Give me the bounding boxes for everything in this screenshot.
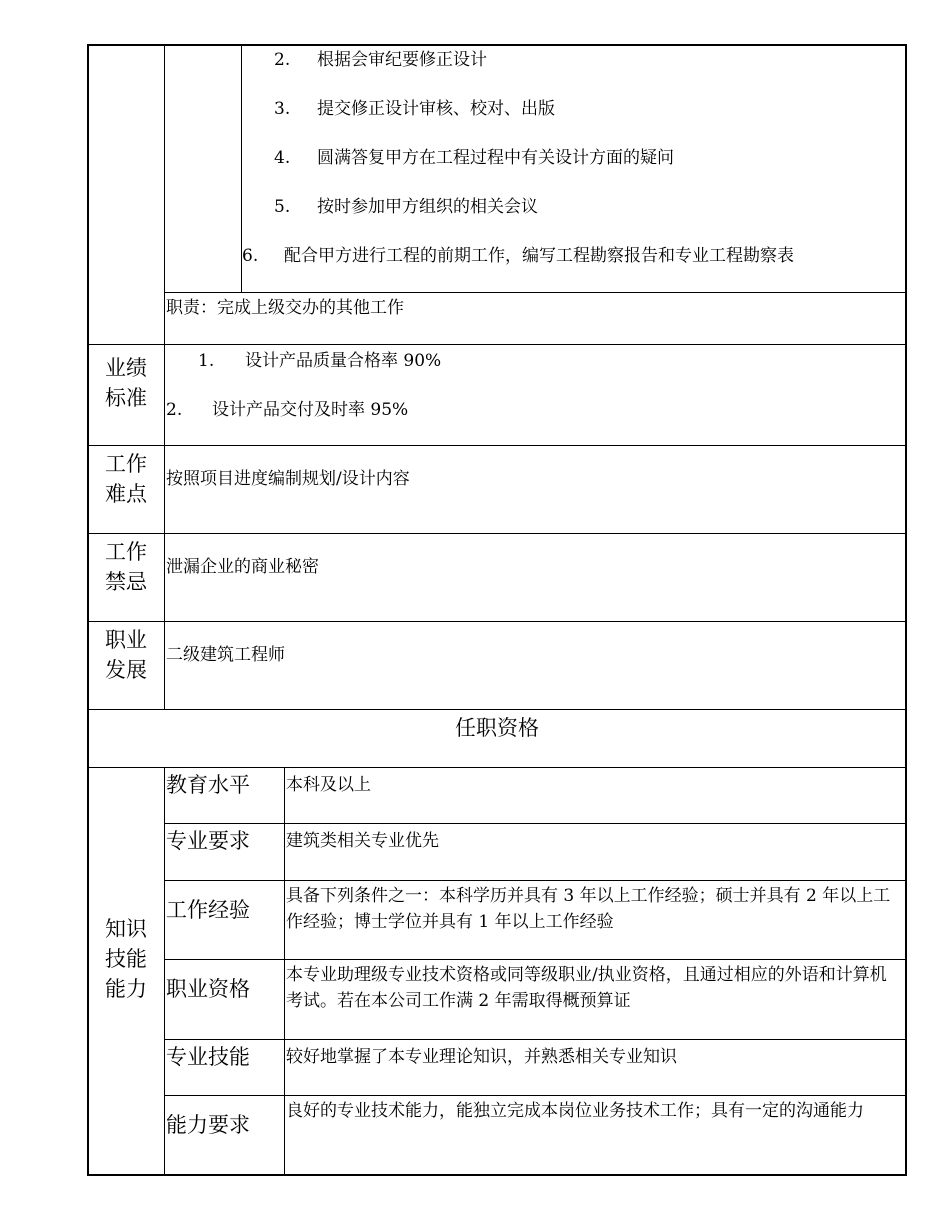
- career-label-line1: 职业: [105, 628, 147, 652]
- list-item-number: 3.: [274, 99, 291, 119]
- knowledge-label-line2: 技能: [105, 947, 147, 971]
- qualification-row-name: 专业要求: [166, 829, 250, 853]
- list-item: 圆满答复甲方在工程过程中有关设计方面的疑问: [317, 148, 674, 168]
- career-label-line2: 发展: [105, 658, 147, 682]
- qualification-row-value: 具备下列条件之一：本科学历并具有 3 年以上工作经验；硕士并具有 2 年以上工作经验；博士学位并具有 1 年以上工作经验: [286, 886, 891, 932]
- difficulty-label-line2: 难点: [105, 482, 147, 506]
- knowledge-label: [88, 914, 164, 1004]
- difficulty-label-line1: 工作: [105, 452, 147, 476]
- knowledge-label-line3: 能力: [105, 977, 147, 1001]
- list-item-number: 6.: [242, 246, 259, 266]
- qualification-row-value: 良好的专业技术能力，能独立完成本岗位业务技术工作；具有一定的沟通能力: [286, 1101, 864, 1121]
- qualification-row-value: 本专业助理级专业技术资格或同等级职业/执业资格，且通过相应的外语和计算机考试。若在本公司工作满 2 年需取得概预算证: [286, 965, 887, 1011]
- difficulty-label: [88, 449, 164, 509]
- difficulty-value: 按照项目进度编制规划/设计内容: [166, 469, 410, 489]
- list-item-number: 2.: [274, 50, 291, 70]
- qualification-row-name: 职业资格: [166, 977, 250, 1001]
- qualification-row-name: 教育水平: [166, 773, 250, 797]
- list-item-number: 4.: [274, 148, 291, 168]
- career-value: 二级建筑工程师: [166, 645, 285, 665]
- performance-item-number: 1.: [198, 351, 215, 371]
- qualification-row-name: 专业技能: [166, 1045, 250, 1069]
- qualification-row-value: 建筑类相关专业优先: [286, 831, 439, 851]
- performance-item: 设计产品质量合格率 90%: [245, 351, 442, 371]
- career-label: [88, 625, 164, 685]
- list-item-number: 5.: [274, 197, 291, 217]
- list-item: 按时参加甲方组织的相关会议: [317, 197, 538, 217]
- taboo-label-line2: 禁忌: [105, 570, 147, 594]
- list-item: 配合甲方进行工程的前期工作，编写工程勘察报告和专业工程勘察表: [284, 246, 794, 266]
- performance-item-number: 2.: [166, 400, 183, 420]
- qualification-title: 任职资格: [455, 716, 539, 740]
- performance-label-line2: 标准: [105, 386, 147, 410]
- performance-item: 设计产品交付及时率 95%: [212, 400, 409, 420]
- qualification-row-value: 较好地掌握了本专业理论知识，并熟悉相关专业知识: [286, 1047, 677, 1067]
- performance-label: [88, 353, 164, 413]
- list-item: 提交修正设计审核、校对、出版: [317, 99, 555, 119]
- qualification-row-name: 能力要求: [166, 1113, 250, 1137]
- taboo-value: 泄漏企业的商业秘密: [166, 557, 319, 577]
- list-item: 根据会审纪要修正设计: [317, 50, 487, 70]
- knowledge-label-line1: 知识: [105, 917, 147, 941]
- performance-label-line1: 业绩: [105, 356, 147, 380]
- qualification-row-value: 本科及以上: [286, 775, 371, 795]
- qualification-row-name: 工作经验: [166, 898, 250, 922]
- other-duty: 职责：完成上级交办的其他工作: [166, 298, 404, 318]
- taboo-label-line1: 工作: [105, 540, 147, 564]
- taboo-label: [88, 537, 164, 597]
